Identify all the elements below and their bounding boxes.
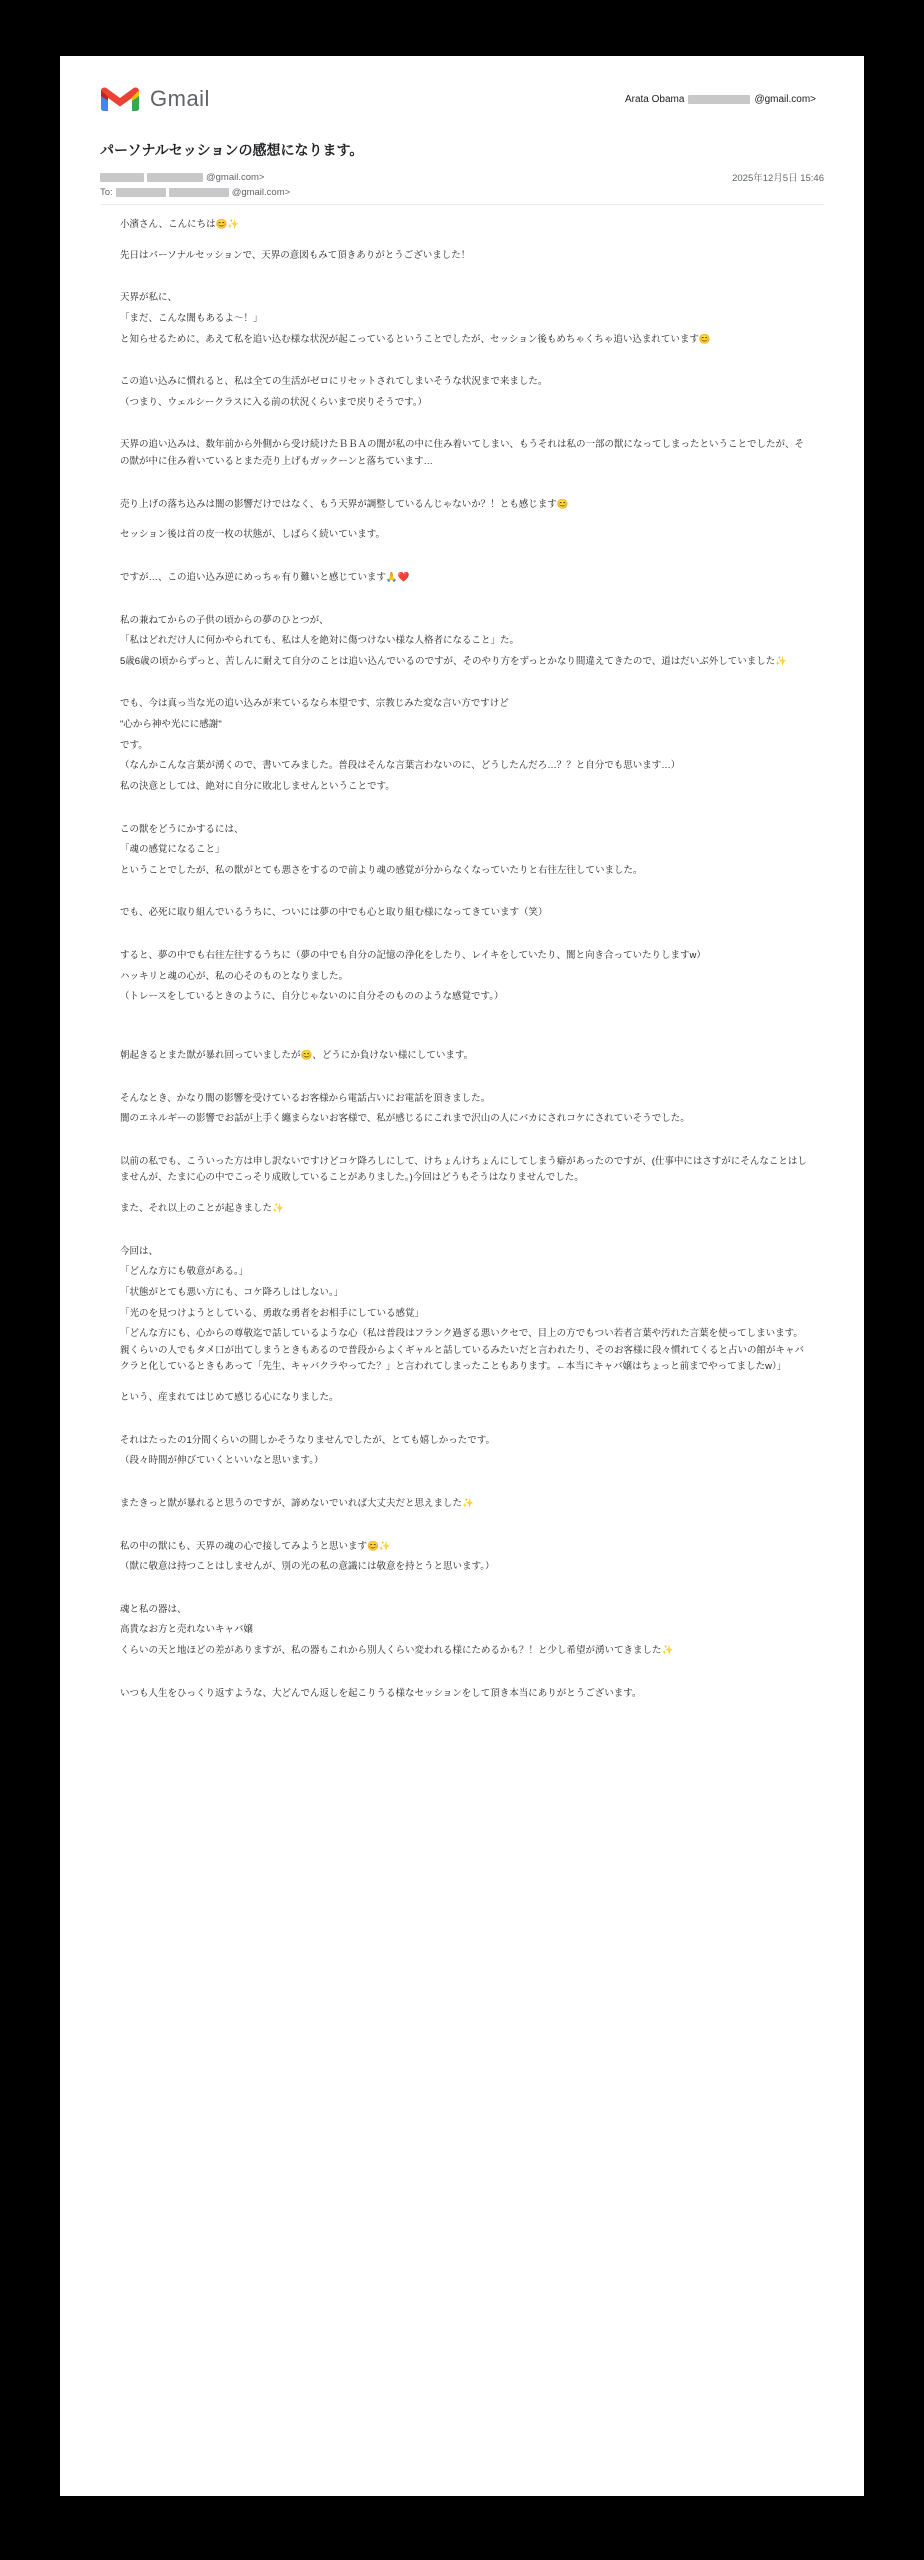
body-paragraph: 私の中の獣にも、天界の魂の心で接してみようと思います😊✨ — [120, 1540, 391, 1552]
gmail-header — [60, 56, 864, 124]
body-paragraph: 「まだ、こんな闇もあるよ〜！」 — [120, 312, 263, 324]
body-paragraph: またきっと獣が暴れると思うのですが、諦めないでいれば大丈夫だと思えました✨ — [120, 1497, 474, 1509]
body-paragraph: 「どんな方にも敬意がある。」 — [120, 1266, 249, 1278]
body-paragraph: （つまり、ウェルシークラスに入る前の状況くらいまで戻りそうです。） — [120, 396, 428, 408]
to-field — [100, 187, 290, 198]
account-name: Arata Obama — [624, 93, 685, 105]
email-meta — [60, 166, 864, 198]
email-page — [60, 56, 864, 2496]
body-paragraph: ということでしたが、私の獣がとても悪さをするので前より魂の感覚が分からなくなっていたりと右往左往していました。 — [120, 864, 643, 876]
body-paragraph: （段々時間が伸びていくといいなと思います。） — [120, 1455, 324, 1467]
to-label: To: — [100, 187, 113, 198]
body-paragraph: 「私はどれだけ人に何かやられても、私は人を絶対に傷つけない様な人格者になること」た。 — [120, 635, 520, 647]
body-paragraph: 高貴なお方と売れないキャバ嬢 — [120, 1624, 254, 1636]
body-paragraph: 「魂の感覚になること」 — [120, 844, 225, 856]
to-email-suffix: @gmail.com> — [231, 187, 291, 198]
gmail-m-icon — [100, 84, 140, 114]
body-paragraph: 売り上げの落ち込みは闇の影響だけではなく、もう天界が調整しているんじゃないか？！とも感じます😊 — [120, 498, 569, 510]
body-paragraph: （獣に敬意は持つことはしませんが、別の光の私の意識には敬意を持とうと思います。） — [120, 1561, 495, 1573]
gmail-logo — [100, 84, 210, 114]
body-paragraph: 「どんな方にも、心からの尊敬迄で話しているような心（私は普段はフランク過ぎる悪いクセで、目上の方でもつい若者言葉や汚れた言葉を使ってしまいます。親くらいの人でもタメ口が出てしまうときもあるので普段からよくギャルと話しているみたいだと言われたり、そのお客様に段々慣れてくると占いの館がキャバクラと化しているときもあって「先生、キャバクラやってた？」と言われてしまったこともあります。←本当にキャバ嬢はちょっと前までやってましたw）」 — [120, 1328, 805, 1373]
body-paragraph: 先日はパーソナルセッションで、天界の意図もみて頂きありがとうございました！ — [120, 249, 471, 261]
body-paragraph: この追い込みに慣れると、私は全ての生活がゼロにリセットされてしまいそうな状況まで来ました。 — [120, 376, 548, 388]
body-paragraph: 「状態がとても悪い方にも、コケ降ろしはしない。」 — [120, 1286, 344, 1298]
body-paragraph: 私の兼ねてからの子供の頃からの夢のひとつが、 — [120, 614, 329, 626]
from-email-redacted — [147, 173, 203, 182]
account-email-redacted — [688, 95, 750, 104]
from-field — [100, 172, 264, 183]
body-paragraph: 天界が私に、 — [120, 292, 178, 304]
body-paragraph: 5歳6歳の頃からずっと、苦しんに耐えて自分のことは追い込んでいるのですが、そのやり方をずっとかなり間違えてきたので、道はだいぶ外していました✨ — [120, 655, 788, 667]
meta-to-row — [100, 187, 824, 198]
body-paragraph: 魂と私の器は、 — [120, 1603, 187, 1615]
body-paragraph: ハッキリと魂の心が、私の心そのものとなりました。 — [120, 970, 349, 982]
body-paragraph: と知らせるために、あえて私を追い込む様な状況が起こっているということでしたが、セッション後もめちゃくちゃ追い込まれています😊 — [120, 333, 711, 345]
email-body — [60, 205, 864, 1736]
body-paragraph: （なんかこんな言葉が湧くので、書いてみました。普段はそんな言葉言わないのに、どうしたんだろ…？？と自分でも思います…） — [120, 760, 681, 772]
body-paragraph: それはたったの1分間くらいの間しかそうなりませんでしたが、とても嬉しかったです。 — [120, 1434, 496, 1446]
meta-from-row — [100, 170, 824, 184]
account-email-suffix: @gmail.com> — [754, 93, 816, 105]
to-email-redacted — [169, 188, 229, 197]
body-paragraph: 以前の私でも、こういった方は申し訳ないですけどコケ降ろしにして、けちょんけちょんにしてしまう癖があったのですが、(仕事中にはさすがにそんなことはしませんが、たまに心の中でこっそり成敗していることがありました。)今回はどうもそうはなりませんでした。 — [120, 1155, 807, 1184]
body-paragraph: （トレースをしているときのように、自分じゃないのに自分そのもののような感覚です。） — [120, 991, 504, 1003]
body-paragraph: ですが…、この追い込み逆にめっちゃ有り難いと感じています🙏❤️ — [120, 571, 410, 583]
body-paragraph: また、それ以上のことが起きました✨ — [120, 1203, 284, 1214]
body-paragraph: セッション後は首の皮一枚の状態が、しばらく続いています。 — [120, 529, 386, 541]
body-paragraph: いつも人生をひっくり返すような、大どんでん返しを起こりうる様なセッションをして頂き本当にありがとうございます。 — [120, 1687, 642, 1699]
body-paragraph: すると、夢の中でも右往左往するうちに（夢の中でも自分の記憶の浄化をしたり、レイキをしていたり、闇と向き合っていたりしますw） — [120, 950, 706, 961]
gmail-wordmark: Gmail — [150, 86, 210, 111]
body-paragraph: そんなとき、かなり闇の影響を受けているお客様から電話占いにお電話を頂きました。 — [120, 1092, 491, 1104]
email-date: 2025年12月5日 15:46 — [732, 173, 824, 184]
email-subject: パーソナルセッションの感想になります。 — [100, 142, 364, 158]
body-paragraph: この獣をどうにかするには、 — [120, 823, 244, 835]
body-paragraph: 闇のエネルギーの影響でお話が上手く纏まらないお客様で、私が感じるにこれまで沢山の人にバカにされコケにされていそうでした。 — [120, 1113, 690, 1125]
body-paragraph: です。 — [120, 739, 148, 751]
body-paragraph: くらいの天と地ほどの差がありますが、私の器もこれから別人くらい変われる様にためるかも？！と少し希望が湧いてきました✨ — [120, 1645, 674, 1656]
from-email-suffix: @gmail.com> — [206, 171, 265, 183]
body-spacer — [120, 1032, 808, 1048]
body-paragraph: 今回は、 — [120, 1245, 159, 1257]
body-paragraph: 「光のを見つけようとしている、勇敢な勇者をお相手にしている感覚」 — [120, 1307, 425, 1319]
body-paragraph: 私の決意としては、絶対に自分に敗北しませんということです。 — [120, 780, 395, 792]
body-paragraph: でも、必死に取り組んでいるうちに、ついには夢の中でも心と取り組む様になってきています（笑） — [120, 907, 548, 919]
account-info — [625, 94, 824, 105]
body-paragraph: 朝起きるとまた獣が暴れ回っていましたが😊、どうにか負けない様にしています。 — [120, 1049, 474, 1061]
body-paragraph: 天界の追い込みは、数年前から外側から受け続けたＢＢＡの闇が私の中に住み着いてしまい、もうそれは私の一部の獣になってしまったということでしたが、その獣が中に住み着いているとまた売り上げもガックーンと落ちています… — [120, 439, 805, 467]
to-name-redacted — [116, 188, 166, 197]
body-paragraph: という、産まれてはじめて感じる心になりました。 — [120, 1392, 339, 1403]
body-paragraph: 小濱さん、こんにちは😊✨ — [120, 219, 240, 230]
from-name-redacted — [100, 173, 144, 182]
body-paragraph: "心から神や光にに感謝" — [120, 719, 222, 730]
body-paragraph: でも、今は真っ当な光の追い込みが来ているなら本望です、宗教じみた変な言い方ですけど — [120, 698, 509, 710]
